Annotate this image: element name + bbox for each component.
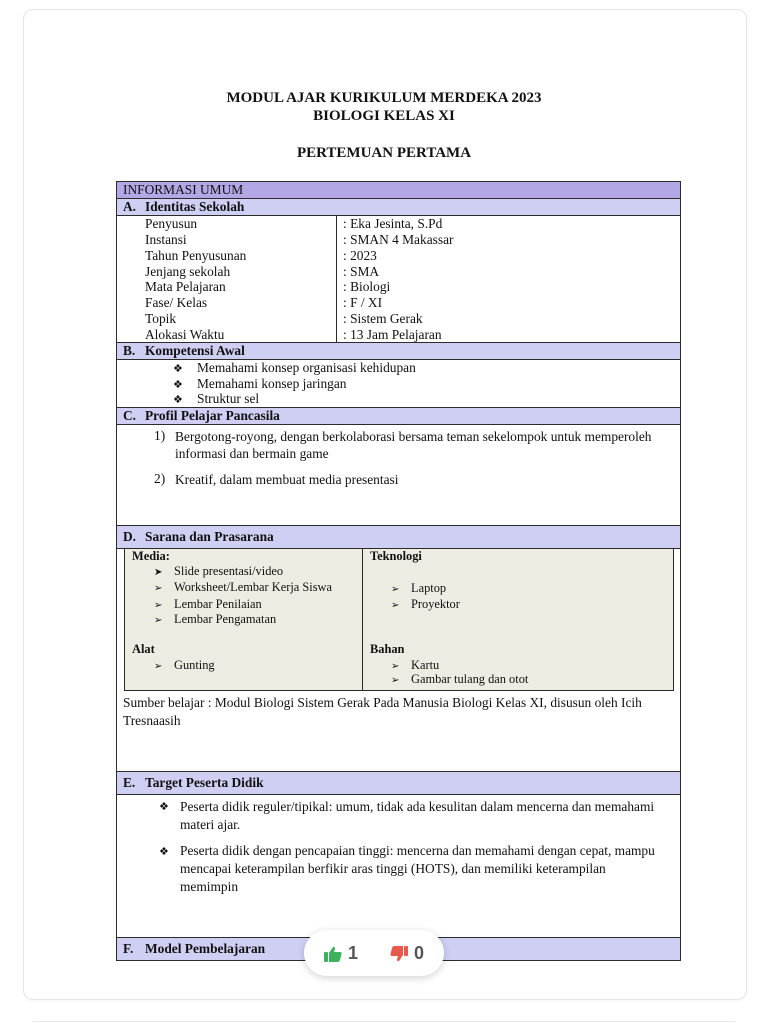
doc-title: MODUL AJAR KURIKULUM MERDEKA 2023 bbox=[226, 90, 542, 106]
identitas-key: Tahun Penyusunan bbox=[145, 248, 247, 263]
list-item: ❖ Memahami konsep jaringan bbox=[173, 376, 347, 391]
section-title: Sarana dan Prasarana bbox=[145, 529, 274, 544]
identitas-table bbox=[117, 216, 680, 343]
doc-subtitle: BIOLOGI KELAS XI bbox=[313, 108, 455, 124]
identitas-row bbox=[117, 232, 680, 248]
meeting-title: PERTEMUAN PERTAMA bbox=[296, 145, 472, 161]
section-letter: D. bbox=[123, 529, 137, 544]
media-label: Media: bbox=[132, 549, 170, 563]
identitas-row bbox=[117, 216, 680, 232]
teknologi-item: ➢ Laptop bbox=[391, 581, 447, 595]
section-title: Identitas Sekolah bbox=[145, 199, 245, 214]
downvote-button[interactable] bbox=[390, 943, 424, 964]
downvote-count: 0 bbox=[414, 943, 425, 963]
diamond-bullet-icon: ❖ bbox=[159, 800, 169, 813]
identitas-row bbox=[117, 295, 680, 311]
identitas-key: Penyusun bbox=[145, 216, 198, 231]
bahan-label: Bahan bbox=[370, 642, 405, 656]
profil-list bbox=[117, 425, 680, 526]
upvote-button[interactable] bbox=[324, 943, 358, 964]
list-item: Kreatif, dalam membuat media presentasi bbox=[175, 472, 399, 487]
divider bbox=[33, 1021, 735, 1022]
arrow-bullet-icon: ➤ bbox=[154, 567, 163, 578]
column-divider bbox=[362, 549, 363, 690]
identitas-key: Instansi bbox=[145, 232, 187, 247]
list-item: Peserta didik dengan pencapaian tinggi: mencerna dan memahami dengan cepat, mampu mencapai keterampilan berfikir aras tinggi (HOTS), dan memiliki keterampilan memimpin bbox=[180, 843, 655, 894]
section-e-header bbox=[117, 772, 680, 795]
section-letter: B. bbox=[123, 343, 136, 358]
module-table bbox=[116, 181, 681, 961]
identitas-row bbox=[117, 248, 680, 264]
thumbs-up-icon bbox=[324, 946, 342, 962]
arrow-bullet-icon: ➢ bbox=[391, 675, 400, 686]
identitas-key: Topik bbox=[145, 311, 177, 326]
alat-label: Alat bbox=[132, 642, 155, 656]
arrow-bullet-icon: ➢ bbox=[391, 661, 400, 672]
teknologi-label: Teknologi bbox=[370, 549, 422, 563]
diamond-bullet-icon: ❖ bbox=[173, 378, 183, 391]
sarana-table bbox=[124, 549, 674, 691]
bahan-item: ➢ Gambar tulang dan otot bbox=[391, 672, 529, 686]
identitas-value: : 2023 bbox=[343, 248, 377, 263]
list-item: Bergotong-royong, dengan berkolaborasi bersama teman sekelompok untuk memperoleh informasi dan bermain game bbox=[175, 429, 652, 461]
arrow-bullet-icon: ➢ bbox=[154, 600, 163, 611]
identitas-key: Mata Pelajaran bbox=[145, 279, 226, 294]
arrow-bullet-icon: ➢ bbox=[154, 583, 163, 594]
list-number: 2) bbox=[154, 471, 166, 486]
upvote-count: 1 bbox=[348, 943, 359, 963]
teknologi-item: ➢ Proyektor bbox=[391, 597, 460, 611]
list-item: ❖ Memahami konsep organisasi kehidupan bbox=[173, 360, 416, 375]
identitas-value: : 13 Jam Pelajaran bbox=[343, 327, 442, 342]
identitas-row bbox=[117, 279, 680, 295]
diamond-bullet-icon: ❖ bbox=[173, 362, 183, 375]
arrow-bullet-icon: ➢ bbox=[154, 661, 163, 672]
kompetensi-list bbox=[117, 360, 680, 408]
section-title: Model Pembelajaran bbox=[145, 941, 266, 956]
arrow-bullet-icon: ➢ bbox=[391, 600, 400, 611]
bahan-item: ➢ Kartu bbox=[391, 658, 440, 672]
identitas-value: : SMAN 4 Makassar bbox=[343, 232, 454, 247]
section-d-header bbox=[117, 526, 680, 549]
section-a-header bbox=[117, 199, 680, 216]
section-title: Profil Pelajar Pancasila bbox=[145, 408, 280, 423]
identitas-value: : Sistem Gerak bbox=[343, 311, 423, 326]
identitas-key: Fase/ Kelas bbox=[145, 295, 208, 310]
target-list bbox=[117, 795, 680, 938]
info-header: INFORMASI UMUM bbox=[117, 182, 680, 199]
identitas-value: : Eka Jesinta, S.Pd bbox=[343, 216, 443, 231]
section-letter: A. bbox=[123, 199, 137, 214]
identitas-value: : Biologi bbox=[343, 279, 391, 294]
arrow-bullet-icon: ➢ bbox=[391, 584, 400, 595]
section-b-header bbox=[117, 343, 680, 360]
identitas-key: Alokasi Waktu bbox=[145, 327, 225, 342]
identitas-value: : SMA bbox=[343, 264, 380, 279]
arrow-bullet-icon: ➢ bbox=[154, 615, 163, 626]
thumbs-down-icon bbox=[390, 946, 408, 962]
sumber-belajar: Sumber belajar : Modul Biologi Sistem Gerak Pada Manusia Biologi Kelas XI, disusun oleh Icih Tresnaasih bbox=[123, 695, 642, 728]
section-letter: F. bbox=[123, 941, 134, 956]
media-item: ➢ Lembar Pengamatan bbox=[154, 612, 277, 626]
list-number: 1) bbox=[154, 428, 166, 443]
media-item: ➤ Slide presentasi/video bbox=[154, 564, 284, 578]
section-title: Kompetensi Awal bbox=[145, 343, 245, 358]
section-letter: E. bbox=[123, 775, 136, 790]
sarana-section bbox=[117, 549, 680, 772]
media-item: ➢ Lembar Penilaian bbox=[154, 597, 262, 611]
list-item: ❖ Struktur sel bbox=[173, 391, 260, 406]
identitas-value: : F / XI bbox=[343, 295, 383, 310]
list-item: Peserta didik reguler/tipikal: umum, tidak ada kesulitan dalam mencerna dan memahami materi ajar. bbox=[180, 799, 655, 832]
identitas-row bbox=[117, 327, 680, 343]
section-title: Target Peserta Didik bbox=[145, 775, 264, 790]
alat-item: ➢ Gunting bbox=[154, 658, 215, 672]
vote-widget bbox=[304, 930, 444, 976]
diamond-bullet-icon: ❖ bbox=[159, 845, 169, 858]
identitas-key: Jenjang sekolah bbox=[145, 264, 231, 279]
section-letter: C. bbox=[123, 408, 137, 423]
identitas-row bbox=[117, 264, 680, 280]
diamond-bullet-icon: ❖ bbox=[173, 393, 183, 406]
media-item: ➢ Worksheet/Lembar Kerja Siswa bbox=[154, 580, 332, 594]
section-c-header bbox=[117, 408, 680, 425]
identitas-row bbox=[117, 311, 680, 327]
